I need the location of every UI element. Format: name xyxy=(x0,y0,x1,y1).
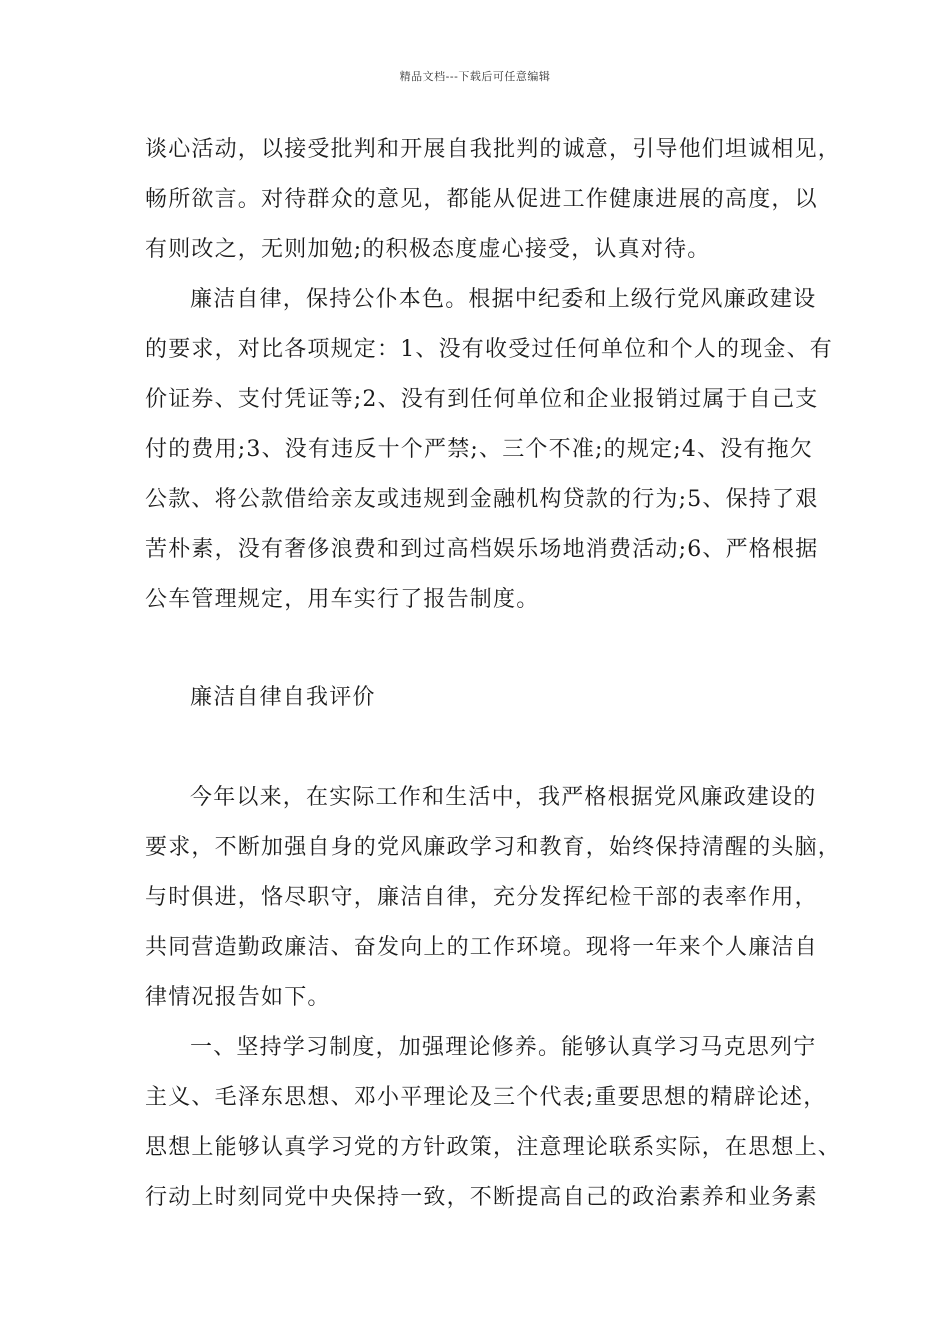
paragraph-line: 的要求，对比各项规定：1、没有收受过任何单位和个人的现金、有 xyxy=(145,337,833,362)
paragraph-line: 廉洁自律，保持公仆本色。根据中纪委和上级行党风廉政建设 xyxy=(190,287,817,312)
paragraph-line: 要求，不断加强自身的党风廉政学习和教育，始终保持清醒的头脑， xyxy=(145,835,842,860)
paragraph-line: 主义、毛泽东思想、邓小平理论及三个代表;重要思想的精辟论述， xyxy=(145,1085,827,1110)
paragraph-line: 公款、将公款借给亲友或违规到金融机构贷款的行为;5、保持了艰 xyxy=(145,487,819,512)
paragraph-line: 付的费用;3、没有违反十个严禁;、三个不准;的规定;4、没有拖欠 xyxy=(145,437,814,462)
page-header: 精品文档---下载后可任意编辑 xyxy=(399,70,551,83)
paragraph-line: 畅所欲言。对待群众的意见，都能从促进工作健康进展的高度，以 xyxy=(145,187,818,212)
paragraph-line: 价证券、支付凭证等;2、没有到任何单位和企业报销过属于自己支 xyxy=(145,387,819,412)
paragraph-line: 行动上时刻同党中央保持一致，不断提高自己的政治素养和业务素 xyxy=(145,1185,818,1210)
paragraph-line: 今年以来，在实际工作和生活中，我严格根据党风廉政建设的 xyxy=(190,785,817,810)
paragraph-line: 一、坚持学习制度，加强理论修养。能够认真学习马克思列宁 xyxy=(190,1035,817,1060)
section-title: 廉洁自律自我评价 xyxy=(190,685,376,710)
paragraph-line: 与时俱进，恪尽职守，廉洁自律，充分发挥纪检干部的表率作用， xyxy=(145,885,818,910)
paragraph-line: 有则改之，无则加勉;的积极态度虚心接受，认真对待。 xyxy=(145,237,711,262)
paragraph-line: 共同营造勤政廉洁、奋发向上的工作环境。现将一年来个人廉洁自 xyxy=(145,935,818,960)
paragraph-line: 苦朴素，没有奢侈浪费和到过高档娱乐场地消费活动;6、严格根据 xyxy=(145,537,819,562)
paragraph-line: 公车管理规定，用车实行了报告制度。 xyxy=(145,587,540,612)
paragraph-line: 律情况报告如下。 xyxy=(145,985,331,1010)
paragraph-line: 思想上能够认真学习党的方针政策，注意理论联系实际，在思想上、 xyxy=(145,1135,842,1160)
paragraph-line: 谈心活动，以接受批判和开展自我批判的诚意，引导他们坦诚相见， xyxy=(145,137,842,162)
